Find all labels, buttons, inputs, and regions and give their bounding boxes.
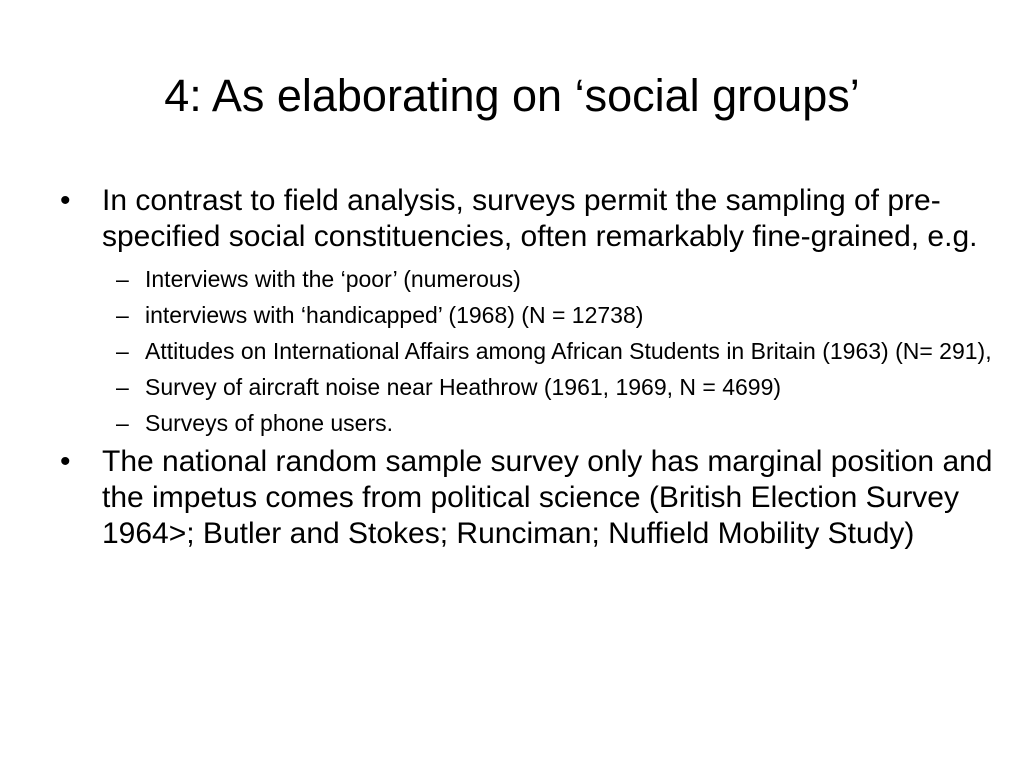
sub-bullet-list	[60, 264, 1000, 438]
sub-bullet-text: interviews with ‘handicapped’ (1968) (N = 12738)	[145, 302, 644, 328]
bullet-item	[60, 444, 1000, 552]
sub-bullet-item	[60, 408, 1000, 438]
bullet-text: The national random sample survey only has marginal position and the impetus comes from political science (British Election Survey 1964>; Butler and Stokes; Runciman; Nuffield Mobility Study)	[102, 445, 993, 550]
bullet-item	[60, 183, 1000, 255]
bullet-text: In contrast to field analysis, surveys permit the sampling of pre-specified social constituencies, often remarkably fine-grained, e.g.	[102, 184, 978, 253]
sub-bullet-item	[60, 300, 1000, 330]
sub-bullet-item	[60, 336, 1000, 366]
slide-body	[60, 183, 1000, 552]
sub-bullet-item	[60, 372, 1000, 402]
sub-bullet-text: Attitudes on International Affairs among African Students in Britain (1963) (N= 291),	[145, 338, 992, 364]
bullet-marker: •	[60, 184, 71, 217]
slide-title: 4: As elaborating on ‘social groups’	[164, 70, 860, 121]
sub-bullet-text: Survey of aircraft noise near Heathrow (1961, 1969, N = 4699)	[145, 374, 782, 400]
sub-bullet-text: Surveys of phone users.	[145, 410, 394, 436]
bullet-marker: •	[60, 445, 71, 478]
sub-bullet-item	[60, 264, 1000, 294]
sub-bullet-marker: –	[116, 374, 129, 400]
sub-bullet-marker: –	[116, 338, 129, 364]
sub-bullet-marker: –	[116, 302, 129, 328]
sub-bullet-marker: –	[116, 266, 129, 292]
sub-bullet-text: Interviews with the ‘poor’ (numerous)	[145, 266, 521, 292]
sub-bullet-marker: –	[116, 410, 129, 436]
